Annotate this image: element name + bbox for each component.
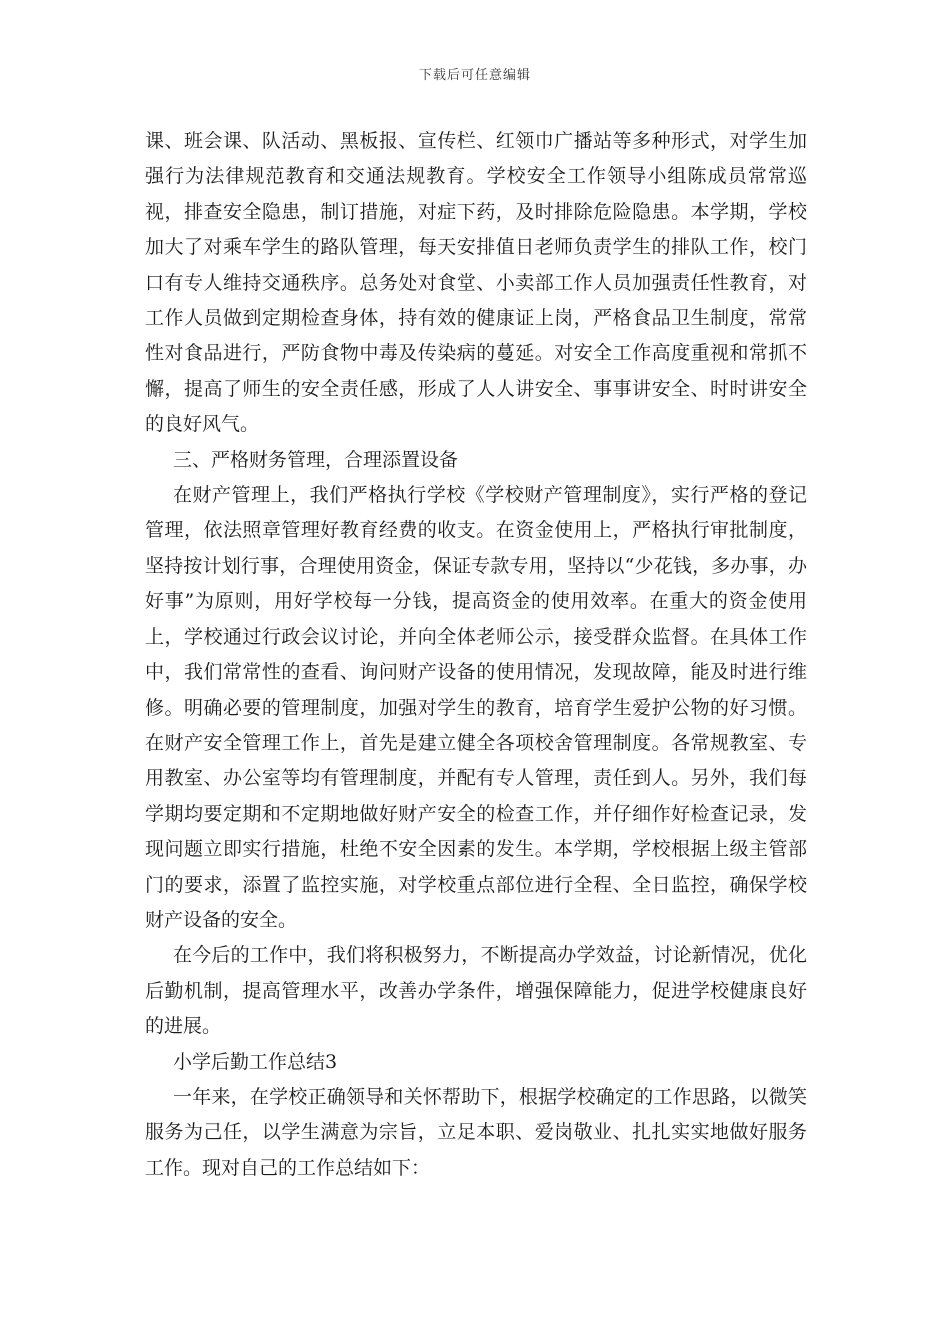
section-heading-finance: 三、严格财务管理，合理添置设备 bbox=[173, 448, 459, 471]
paragraph-future-work: 在今后的工作中，我们将积极努力，不断提高办学效益，讨论新情况，优化后勤机制，提高管理水平，改善办学条件，增强保障能力，促进学校健康良好的进展。 bbox=[145, 944, 807, 1038]
paragraph-annual-summary: 一年来，在学校正确领导和关怀帮助下，根据学校确定的工作思路，以微笑服务为己任，以学生满意为宗旨，立足本职、爱岗敬业、扎扎实实地做好服务工作。现对自己的工作总结如下： bbox=[145, 1085, 807, 1179]
paragraph-property-management: 在财产管理上，我们严格执行学校《学校财产管理制度》，实行严格的登记管理，依法照章管理好教育经费的收支。在资金使用上，严格执行审批制度，坚持按计划行事，合理使用资金，保证专款专用，坚持以“少花钱，多办事，办好事”为原则，用好学校每一分钱，提高资金的使用效率。在重大的资金使用上，学校通过行政会议讨论，并向全体老师公示，接受群众监督。在具体工作中，我们常常性的查看、询问财产设备的使用情况，发现故障，能及时进行维修。明确必要的管理制度，加强对学生的教育，培育学生爱护公物的好习惯。在财产安全管理工作上，首先是建立健全各项校舍管理制度。各常规教室、专用教室、办公室等均有管理制度，并配有专人管理，责任到人。另外，我们每学期均要定期和不定期地做好财产安全的检查工作，并仔细作好检查记录，发现问题立即实行措施，杜绝不安全因素的发生。本学期，学校根据上级主管部门的要求，添置了监控实施，对学校重点部位进行全程、全日监控，确保学校财产设备的安全。 bbox=[145, 484, 807, 931]
paragraph-safety-education: 课、班会课、队活动、黑板报、宣传栏、红领巾广播站等多种形式，对学生加强行为法律规范教育和交通法规教育。学校安全工作领导小组陈成员常常巡视，排查安全隐患，制订措施，对症下药，及时排除危险隐患。本学期，学校加大了对乘车学生的路队管理，每天安排值日老师负责学生的排队工作，校门口有专人维持交通秩序。总务处对食堂、小卖部工作人员加强责任性教育，对工作人员做到定期检查身体，持有效的健康证上岗，严格食品卫生制度，常常性对食品进行，严防食物中毒及传染病的蔓延。对安全工作高度重视和常抓不懈，提高了师生的安全责任感，形成了人人讲安全、事事讲安全、时时讲安全的良好风气。 bbox=[145, 130, 807, 436]
page-header: 下载后可任意编辑 bbox=[418, 68, 531, 83]
section-heading-summary-3: 小学后勤工作总结3 bbox=[173, 1050, 338, 1073]
document-body bbox=[145, 124, 807, 1186]
